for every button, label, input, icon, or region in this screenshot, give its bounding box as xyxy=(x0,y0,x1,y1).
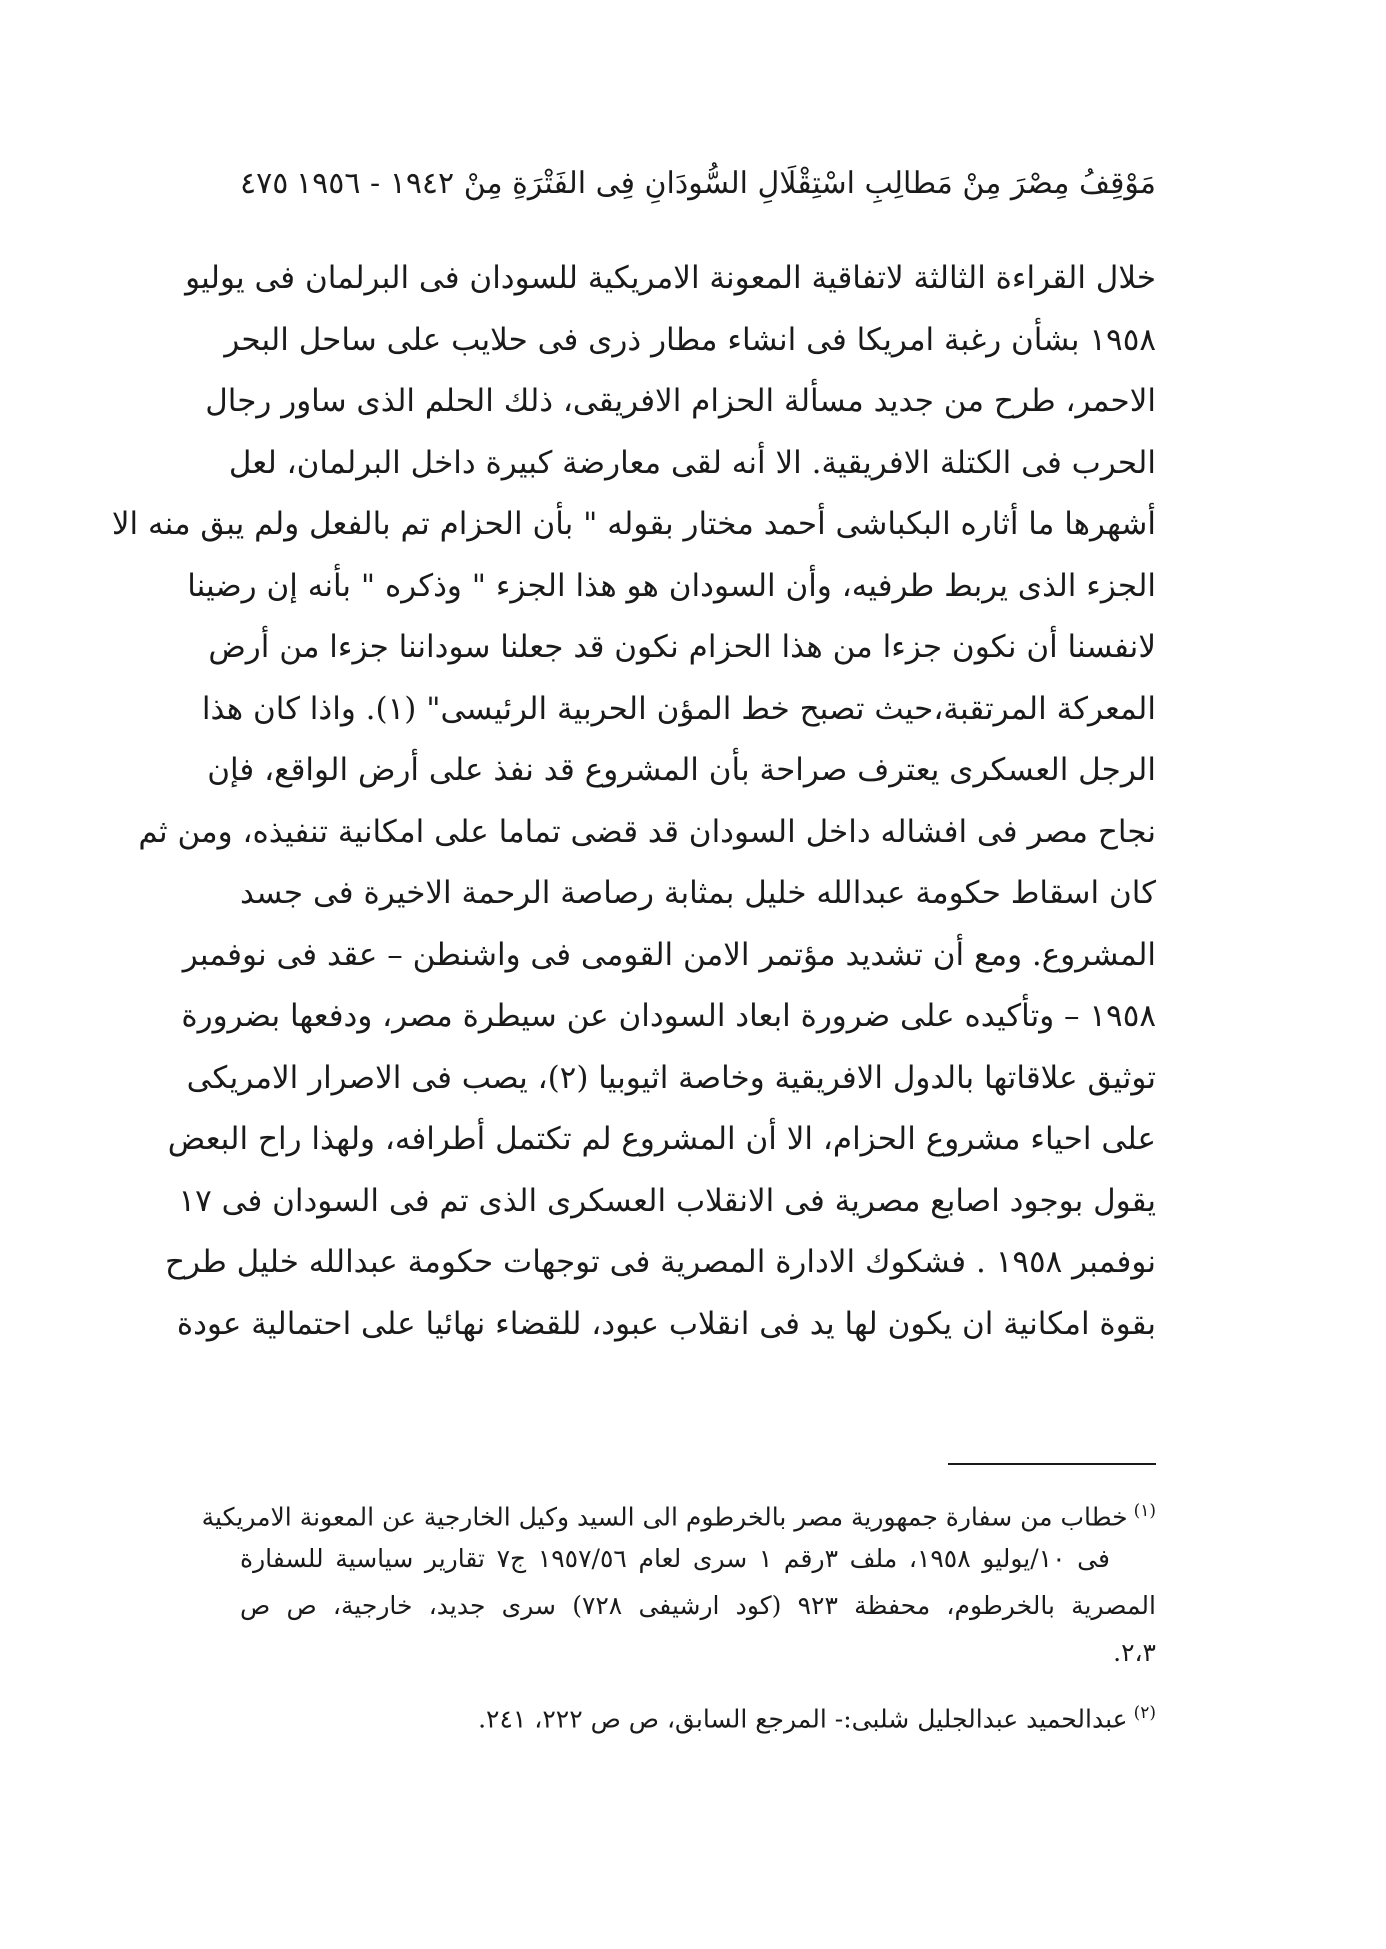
footnote-line: المصرية بالخرطوم، محفظة ٩٢٣ (كود ارشيفى ٧٢٨) سرى جديد، خارجية، ص ص xyxy=(240,1591,1156,1620)
body-line: نوفمبر ١٩٥٨ . فشكوك الادارة المصرية فى توجهات حكومة عبدالله خليل طرح xyxy=(164,1244,1156,1280)
body-line: لانفسنا أن نكون جزءا من هذا الحزام نكون قد جعلنا سوداننا جزءا من أرض xyxy=(208,629,1156,665)
footnote-line xyxy=(201,1488,1156,1535)
footnote-2 xyxy=(240,1690,1156,1737)
body-line: نجاح مصر فى افشاله داخل السودان قد قضى تماما على امكانية تنفيذه، ومن ثم xyxy=(138,813,1156,850)
body-line: الحرب فى الكتلة الافريقية. الا أنه لقى معارضة كبيرة داخل البرلمان، لعل xyxy=(228,444,1156,481)
body-line: بقوة امكانية ان يكون لها يد فى انقلاب عبود، للقضاء نهائيا على احتمالية عودة xyxy=(176,1305,1156,1342)
body-line: الاحمر، طرح من جديد مسألة الحزام الافريقى، ذلك الحلم الذى ساور رجال xyxy=(205,383,1156,419)
footnote-line xyxy=(240,1690,1156,1737)
body-line: على احياء مشروع الحزام، الا أن المشروع لم تكتمل أطرافه، ولهذا راح البعض xyxy=(167,1121,1156,1157)
body-text xyxy=(111,248,1156,1355)
page-header xyxy=(240,158,1156,210)
footnote-1 xyxy=(201,1488,1156,1676)
body-line: المعركة المرتقبة،حيث تصبح خط المؤن الحربية الرئيسى" (١). واذا كان هذا xyxy=(201,690,1156,727)
body-line: ١٩٥٨ بشأن رغبة امريكا فى انشاء مطار ذرى فى حلايب على ساحل البحر xyxy=(224,321,1156,358)
footnote-line: ٢،٣. xyxy=(1113,1638,1156,1667)
running-title: مَوْقِفُ مِصْرَ مِنْ مَطالِبِ اسْتِقْلَالِ السُّودَانِ فِى الفَتْرَةِ مِنْ ١٩٤٢ - ١٩٥٦ xyxy=(296,166,1156,201)
body-line: يقول بوجود اصابع مصرية فى الانقلاب العسكرى الذى تم فى السودان فى ١٧ xyxy=(178,1182,1156,1219)
body-line: توثيق علاقاتها بالدول الافريقية وخاصة اثيوبيا (٢)، يصب فى الاصرار الامريكى xyxy=(186,1059,1156,1096)
body-line: كان اسقاط حكومة عبدالله خليل بمثابة رصاصة الرحمة الاخيرة فى جسد xyxy=(240,875,1156,911)
footnote-divider xyxy=(948,1463,1156,1465)
footnote-marker: (٢) xyxy=(1133,1703,1156,1723)
body-line: المشروع. ومع أن تشديد مؤتمر الامن القومى فى واشنطن – عقد فى نوفمبر xyxy=(182,936,1156,973)
footnote-text: خطاب من سفارة جمهورية مصر بالخرطوم الى السيد وكيل الخارجية عن المعونة الامريكية xyxy=(201,1502,1128,1532)
body-line: أشهرها ما أثاره البكباشى أحمد مختار بقوله " بأن الحزام تم بالفعل ولم يبق منه الا xyxy=(111,506,1156,542)
footnotes xyxy=(201,1488,1156,1737)
page-number: ٤٧٥ xyxy=(240,166,289,201)
footnote-marker: (١) xyxy=(1133,1501,1156,1521)
body-line: ١٩٥٨ – وتأكيده على ضرورة ابعاد السودان عن سيطرة مصر، ودفعها بضرورة xyxy=(181,998,1156,1034)
footnote-line: فى ١٠/يوليو ١٩٥٨، ملف ٣رقم ١ سرى لعام ١٩٥٧/٥٦ ج٧ تقارير سياسية للسفارة xyxy=(240,1544,1110,1573)
body-line: الرجل العسكرى يعترف صراحة بأن المشروع قد نفذ على أرض الواقع، فإن xyxy=(207,752,1156,788)
body-line: خلال القراءة الثالثة لاتفاقية المعونة الامريكية للسودان فى البرلمان فى يوليو xyxy=(185,260,1156,296)
footnote-text: عبدالحميد عبدالجليل شلبى:- المرجع السابق، ص ص ٢٢٢، ٢٤١. xyxy=(478,1704,1128,1734)
body-line: الجزء الذى يربط طرفيه، وأن السودان هو هذا الجزء " وذكره " بأنه إن رضينا xyxy=(187,567,1156,604)
